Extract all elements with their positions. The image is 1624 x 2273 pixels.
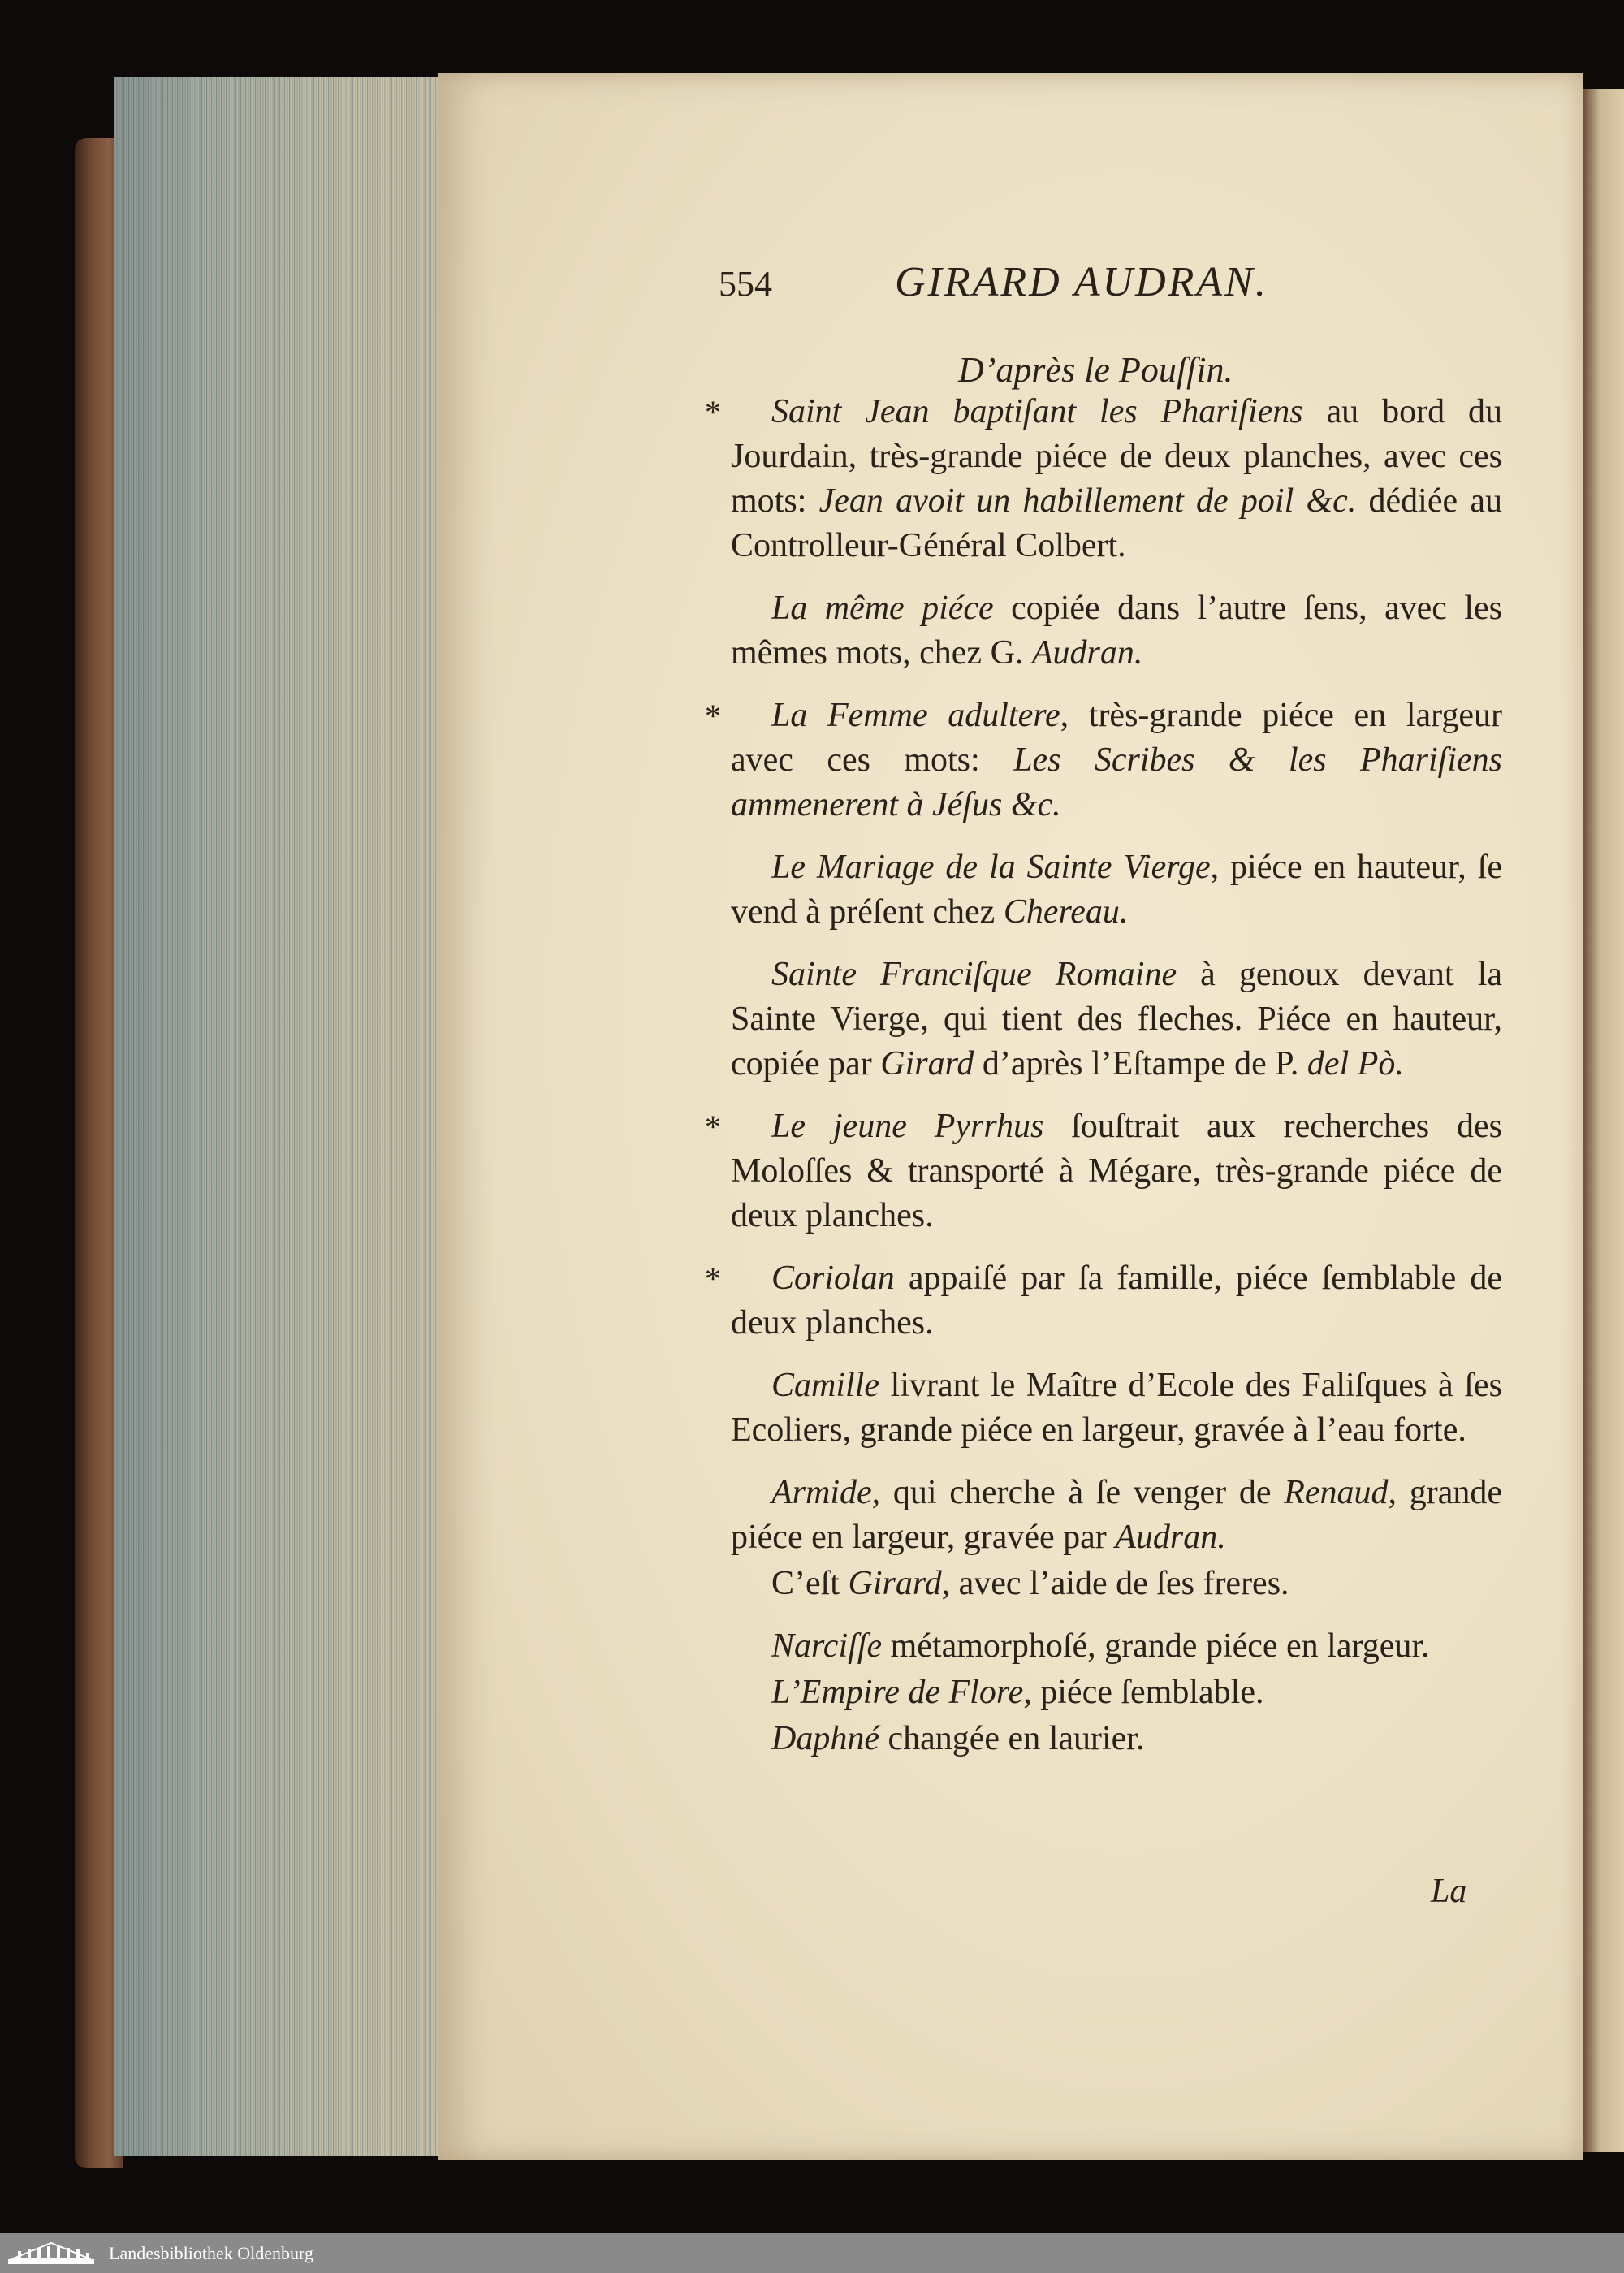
entry-text xyxy=(731,586,1502,676)
italic-title-text: Chereau. xyxy=(1003,893,1129,931)
entry-text xyxy=(731,694,1502,828)
italic-title-text: La Femme adultere xyxy=(771,697,1060,734)
catalogue-entry xyxy=(731,1471,1502,1560)
entry-text-run: à genoux devant la Sainte Vierge, qui tient des fleches. Piéce en hauteur, copiée par xyxy=(731,956,1503,1082)
italic-title-text: La même piéce xyxy=(771,590,994,627)
catalogue-entry xyxy=(731,953,1502,1087)
italic-title-text: Girard xyxy=(880,1045,974,1082)
page-number: 554 xyxy=(719,264,772,304)
entry-text-run: C’eſt xyxy=(771,1565,849,1602)
italic-title-text: Saint Jean baptiſant les Phariſiens xyxy=(771,393,1303,430)
entry-text-run: appaiſé par ſa famille, piéce ſemblable de deux planches. xyxy=(731,1260,1502,1342)
entry-text-run: , qui cherche à ſe venger de xyxy=(871,1474,1285,1511)
italic-title-text: Armide xyxy=(771,1474,872,1511)
asterisk-marker: * xyxy=(705,1108,721,1145)
italic-title-text: Les Scribes & les Phariſiens ammenerent à Jéſus &c. xyxy=(731,741,1503,823)
italic-title-text: Daphné xyxy=(771,1720,879,1757)
running-title: GIRARD AUDRAN. xyxy=(895,259,1268,305)
entry-text-run: changée en laurier. xyxy=(879,1720,1145,1757)
italic-title-text: Camille xyxy=(771,1367,879,1404)
entry-text xyxy=(731,1562,1502,1606)
italic-title-text: Renaud xyxy=(1284,1474,1389,1511)
catalogue-entry xyxy=(705,390,1503,568)
catalogue-entry xyxy=(705,1104,1502,1238)
facing-page-edge xyxy=(1583,89,1624,2152)
entry-text-run: copiée dans l’autre ſens, avec les mêmes mots, chez G. xyxy=(731,590,1502,672)
entry-text-run: , piéce en hauteur, ſe vend à préſent chez xyxy=(731,849,1502,931)
catalogue-entry xyxy=(731,1717,1502,1761)
catchword: La xyxy=(1431,1873,1467,1910)
entry-text-run: livrant le Maître d’Ecole des Faliſques à ſes Ecoliers, grande piéce en largeur, gravée à l’eau forte. xyxy=(731,1367,1502,1449)
catalogue-entry xyxy=(705,1256,1502,1346)
entry-text xyxy=(731,845,1502,935)
entry-text-run: , piéce ſemblable. xyxy=(1023,1674,1264,1711)
entry-list xyxy=(705,390,1503,1761)
catalogue-entry xyxy=(731,1670,1502,1715)
italic-title-text: Audran. xyxy=(1031,634,1143,672)
entry-text-run: dédiée au Controlleur-Général Colbert. xyxy=(731,482,1503,564)
entry-text xyxy=(731,1104,1502,1238)
entry-text xyxy=(731,1670,1502,1715)
italic-title-text: Coriolan xyxy=(771,1260,895,1297)
asterisk-marker: * xyxy=(705,1260,721,1297)
catalogue-entry xyxy=(731,1624,1502,1669)
entry-text-run: , grande piéce en largeur, gravée par xyxy=(731,1474,1502,1556)
entry-text xyxy=(731,1624,1502,1669)
footer-library-name: Landesbibliothek Oldenburg xyxy=(109,2243,313,2263)
asterisk-marker: * xyxy=(705,698,721,734)
catalogue-entry xyxy=(731,1363,1502,1453)
library-logo-icon xyxy=(6,2238,96,2267)
italic-title-text: Girard xyxy=(848,1565,942,1602)
italic-title-text: Audran. xyxy=(1115,1519,1226,1556)
footer-bar xyxy=(0,2233,1624,2273)
running-head xyxy=(719,258,1356,315)
entry-text-run: d’après l’Eſtampe de P. xyxy=(974,1045,1307,1082)
entry-text xyxy=(731,953,1502,1087)
catalogue-entry xyxy=(731,1562,1502,1606)
italic-title-text: del Pò. xyxy=(1307,1045,1404,1082)
entry-text xyxy=(731,1717,1502,1761)
italic-title-text: Le jeune Pyrrhus xyxy=(771,1108,1044,1145)
entry-text xyxy=(731,390,1502,568)
italic-title-text: Le Mariage de la Sainte Vierge xyxy=(771,849,1211,886)
entry-text-run: métamorphoſé, grande piéce en largeur. xyxy=(882,1627,1430,1665)
page-block-edges xyxy=(114,77,455,2156)
entry-text-run: , avec l’aide de ſes freres. xyxy=(941,1565,1289,1602)
catalogue-entry xyxy=(731,845,1502,935)
section-heading: D’après le Pouſſin. xyxy=(958,350,1233,390)
entry-text-run: ſouſtrait aux recherches des Moloſſes & transporté à Mégare, très-grande piéce de deux planches. xyxy=(731,1108,1502,1234)
italic-title-text: Jean avoit un habillement de poil &c. xyxy=(818,482,1357,520)
entry-text-run: au bord du Jourdain, très-grande piéce de deux planches, avec ces mots: xyxy=(731,393,1502,520)
catalogue-entry xyxy=(705,694,1503,828)
entry-text-run: , très-grande piéce en largeur avec ces mots: xyxy=(731,697,1502,779)
italic-title-text: L’Empire de Flore xyxy=(771,1674,1024,1711)
italic-title-text: Sainte Franciſque Romaine xyxy=(771,956,1177,993)
asterisk-marker: * xyxy=(705,394,721,430)
entry-text xyxy=(731,1471,1502,1560)
italic-title-text: Narciſſe xyxy=(771,1627,883,1665)
catalogue-entry xyxy=(731,586,1502,676)
entry-text xyxy=(731,1256,1502,1346)
entry-text xyxy=(731,1363,1502,1453)
